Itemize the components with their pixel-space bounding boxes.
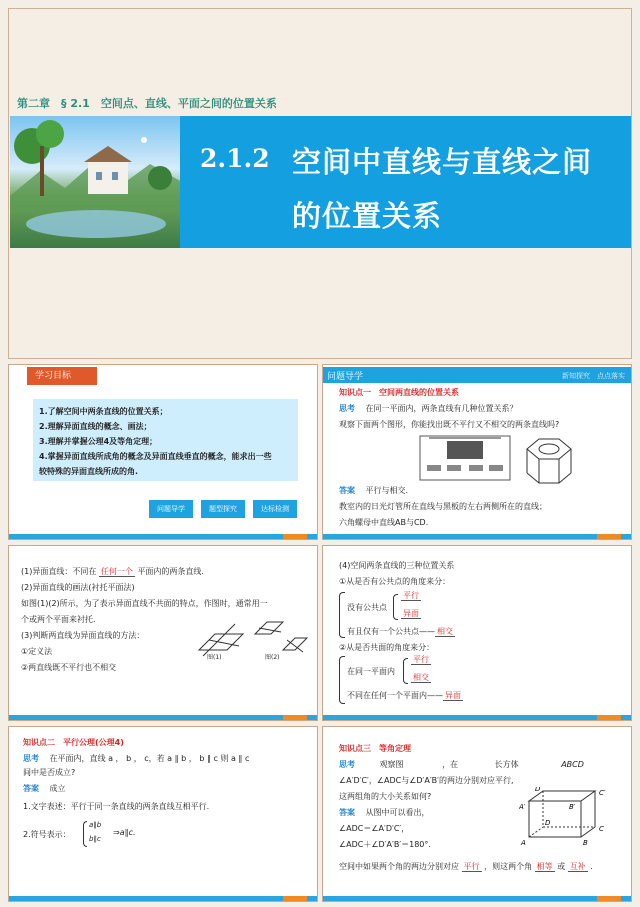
answer-label: 答案 <box>339 486 355 495</box>
relations-title: (4)空间两条直线的三种位置关系 <box>339 561 455 570</box>
fig1-caption: 图(1) <box>207 654 222 661</box>
think-line <box>339 403 518 415</box>
skew-method-2: ②两直线既不平行也不相交 <box>21 663 117 672</box>
test-button[interactable]: 达标检测 <box>253 500 297 518</box>
by-common-point: ①从是否有公共点的角度来分： <box>339 577 451 586</box>
goals-tag: 学习目标 <box>27 367 97 385</box>
skew-figure-2 <box>253 616 309 658</box>
by-coplanar: ②从是否共面的角度来分： <box>339 643 435 652</box>
goal-item: 较特殊的异面直线所成的角. <box>39 467 139 476</box>
axiom-slide <box>8 726 318 902</box>
think-label: 思考 <box>339 760 355 769</box>
skew-desc-1: 如图(1)(2)所示，为了表示异面直线不共面的特点，作图时，通常用一 <box>21 599 268 608</box>
skew-judge: (3)判断两直线为异面直线的方法： <box>21 631 145 640</box>
title-line-1: 空间中直线与直线之间 <box>292 145 593 179</box>
skew-def-fill: 任何一个 <box>100 567 133 576</box>
symbol-bc: b∥c <box>89 835 101 843</box>
explore-button[interactable]: 题型探究 <box>201 500 245 518</box>
answer-label: 答案 <box>23 784 39 793</box>
label-b1: B′ <box>569 803 576 811</box>
title-line-2: 的位置关系 <box>292 199 443 233</box>
footer-bar <box>323 534 631 539</box>
title-banner <box>180 116 632 248</box>
observe-text: 观察下面两个图形，你能找出既不平行又不相交的两条直线吗? <box>339 420 560 429</box>
answer-line <box>23 783 66 795</box>
classroom-figure <box>419 435 511 481</box>
skew-method-1: ①定义法 <box>21 647 53 656</box>
answer-eq-2: ∠ADC＋∠D′A′B′＝180°. <box>339 840 431 849</box>
think-text: 在平面内，直线 a ， b ， c，若 a ∥ b ， b ∥ c 则 a ∥ c <box>49 754 250 763</box>
brace <box>339 656 345 704</box>
theorem-statement: 空间中如果两个角的两边分别对应 平行 ，则这两个角 相等 或 互补 . <box>339 862 593 871</box>
think-line: 思考 观察图 ，在 长方体 ABCD <box>339 760 584 769</box>
think-label: 思考 <box>23 754 39 763</box>
guide-button[interactable]: 问题导学 <box>149 500 193 518</box>
angle-theorem-slide <box>322 726 632 902</box>
different-plane: 不同在任何一个平面内—— 异面 <box>347 691 461 700</box>
answer-line: 答案 从图中可以看出， <box>339 808 430 817</box>
guide-header <box>323 367 631 383</box>
landscape-illustration <box>10 116 182 248</box>
skew-def-pre: (1)异面直线：不同在 <box>21 567 97 576</box>
section-number: 2.1.2 <box>200 144 270 173</box>
skew-drawing: (2)异面直线的画法(衬托平面法) <box>21 583 135 592</box>
skew-definition <box>21 566 204 578</box>
think-text-2: 间中是否成立? <box>23 768 76 777</box>
brace <box>339 592 345 638</box>
example-line-2: 六角螺母中直线AB与CD. <box>339 518 429 527</box>
example-line-1: 教室内的日光灯管所在直线与黑板的左右两侧所在的直线； <box>339 502 547 511</box>
goal-item: 4.掌握异面直线所成角的概念及异面直线垂直的概念，能求出一些 <box>39 452 272 461</box>
answer-line <box>339 485 408 497</box>
fig2-caption: 图(2) <box>265 654 280 661</box>
point-title: 知识点三 等角定理 <box>339 744 411 753</box>
footer-bar <box>323 715 631 720</box>
skew-desc-2: 个或两个平面来衬托. <box>21 615 96 624</box>
footer-bar <box>323 896 631 901</box>
answer-eq-1: ∠ADC＝∠A′D′C′， <box>339 824 410 833</box>
relations-slide <box>322 545 632 721</box>
guide-header-right: 新知探究 点点落实 <box>562 372 625 380</box>
intersect-fill-2: 相交 <box>413 673 429 682</box>
label-d: D <box>545 819 551 827</box>
label-b: B <box>583 839 588 847</box>
title-slide <box>8 8 632 359</box>
think-text-3: 这两组角的大小关系如何? <box>339 792 432 801</box>
label-c: C <box>599 825 604 833</box>
guide-header-title: 问题导学 <box>327 372 364 382</box>
point-title: 知识点一 空间两直线的位置关系 <box>339 388 459 397</box>
footer-bar <box>9 896 317 901</box>
label-c1: C′ <box>599 789 606 797</box>
think-text: 在同一平面内，两条直线有几种位置关系？ <box>365 404 518 413</box>
symbol-result: ⇒a∥c. <box>113 828 136 837</box>
one-common-point: 有且仅有一个公共点—— 相交 <box>347 627 453 636</box>
goals-box <box>33 399 298 481</box>
symbol-ab: a∥b <box>89 821 102 829</box>
answer-label: 答案 <box>339 808 355 817</box>
label-a: A <box>521 839 526 847</box>
axiom-text: 1.文字表述：平行于同一条直线的两条直线互相平行. <box>23 802 210 811</box>
skew-def-post: 平面内的两条直线. <box>137 567 204 576</box>
answer-text: 平行与相交. <box>365 486 409 495</box>
footer-bar <box>9 715 317 720</box>
skew-fill: 异面 <box>403 609 419 618</box>
label-a1: A′ <box>519 803 526 811</box>
skew-lines-slide <box>8 545 318 721</box>
think-label: 思考 <box>339 404 355 413</box>
think-text-2: ∠A′D′C′，∠ADC与∠D′A′B′的两边分别对应平行, <box>339 776 514 785</box>
goal-item: 2.理解异面直线的概念、画法； <box>39 422 152 431</box>
chapter-heading: 第二章 § 2.1 空间点、直线、平面之间的位置关系 <box>17 97 277 110</box>
same-plane: 在同一平面内 <box>347 667 395 676</box>
parallel-fill-2: 平行 <box>413 655 429 664</box>
goal-item: 3.理解并掌握公理4及等角定理； <box>39 437 158 446</box>
brace <box>403 658 408 684</box>
goal-item: 1.了解空间中两条直线的位置关系； <box>39 407 168 416</box>
hex-nut-figure <box>517 431 577 487</box>
point-title: 知识点二 平行公理(公理4) <box>23 738 124 747</box>
no-common-point: 没有公共点 <box>347 603 387 612</box>
think-line <box>23 753 249 765</box>
guide-slide <box>322 364 632 540</box>
footer-bar <box>9 534 317 539</box>
label-d1: D′ <box>535 787 542 793</box>
brace <box>393 594 398 620</box>
cuboid-figure <box>519 787 613 847</box>
parallel-fill: 平行 <box>403 591 419 600</box>
brace <box>83 821 87 847</box>
axiom-symbol-label: 2.符号表示： <box>23 830 71 839</box>
answer-text: 成立 <box>49 784 66 793</box>
goals-slide <box>8 364 318 540</box>
landscape-photo <box>10 116 182 248</box>
